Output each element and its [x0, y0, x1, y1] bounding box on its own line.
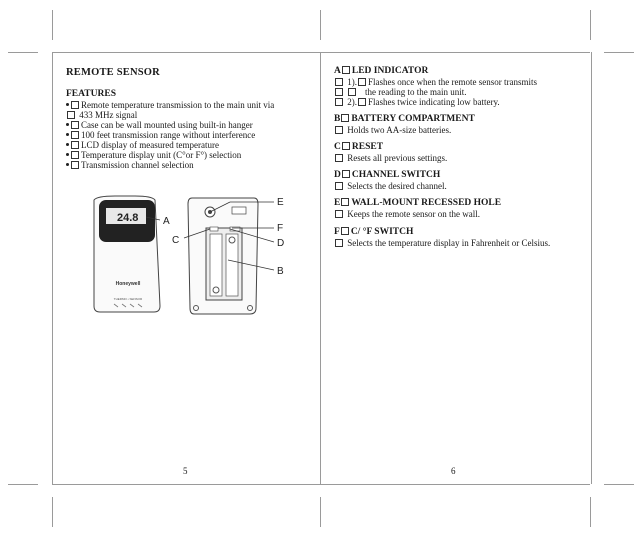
feature-item: 100 feet transmission range without interference — [66, 130, 255, 140]
section-c-line: Resets all previous settings. — [334, 153, 447, 163]
crop-mark — [604, 484, 634, 485]
section-b-line: Holds two AA-size batteries. — [334, 125, 451, 135]
crop-mark — [8, 52, 38, 53]
section-a-line: the reading to the main unit. — [334, 87, 466, 97]
lcd-reading: 24.8 — [117, 212, 139, 224]
section-d-heading: D CHANNEL SWITCH — [334, 170, 441, 180]
section-f-heading: F C/ °F SWITCH — [334, 227, 414, 237]
crop-mark — [52, 497, 53, 527]
callout-a: A — [163, 216, 170, 227]
brand-logo: Honeywell — [115, 281, 141, 287]
crop-mark — [8, 484, 38, 485]
sensor-illustration — [60, 190, 300, 330]
crop-mark — [320, 10, 321, 40]
device-label: THERMO • SENSOR — [113, 297, 143, 301]
feature-item: Temperature display unit (C°or F°) selection — [66, 150, 241, 160]
crop-mark — [590, 10, 591, 40]
section-a-line: 2). Flashes twice indicating low battery. — [334, 97, 500, 107]
section-e-heading: E WALL-MOUNT RECESSED HOLE — [334, 198, 502, 208]
section-e-line: Keeps the remote sensor on the wall. — [334, 209, 480, 219]
feature-item: LCD display of measured temperature — [66, 140, 219, 150]
callout-f: F — [277, 223, 284, 234]
page-number-left: 5 — [183, 466, 188, 476]
callout-e: E — [277, 197, 284, 208]
section-f-line: Selects the temperature display in Fahrenheit or Celsius. — [334, 238, 550, 248]
feature-item: Remote temperature transmission to the main unit via — [66, 100, 274, 110]
page-number-right: 6 — [451, 466, 456, 476]
crop-mark — [590, 497, 591, 527]
section-d-line: Selects the desired channel. — [334, 181, 447, 191]
crop-mark — [52, 10, 53, 40]
feature-item: Transmission channel selection — [66, 160, 194, 170]
feature-item: Case can be wall mounted using built-in hanger — [66, 120, 253, 130]
section-c-heading: C RESET — [334, 142, 384, 152]
crop-mark — [320, 497, 321, 527]
feature-item-continued: 433 MHz signal — [66, 110, 137, 120]
section-b-heading: B BATTERY COMPARTMENT — [334, 114, 475, 124]
callout-c: C — [172, 235, 180, 246]
page-frame-bottom — [52, 484, 590, 485]
crop-mark — [604, 52, 634, 53]
features-heading: FEATURES — [66, 89, 116, 99]
reset-button — [210, 227, 218, 231]
callout-b: B — [277, 266, 284, 277]
section-a-heading: A LED INDICATOR — [334, 66, 429, 76]
remote-sensor-figure — [60, 190, 300, 330]
callout-d: D — [277, 238, 285, 249]
section-a-line: 1). Flashes once when the remote sensor transmits — [334, 77, 537, 87]
left-page-title: REMOTE SENSOR — [66, 67, 160, 78]
label-plate — [232, 207, 246, 214]
